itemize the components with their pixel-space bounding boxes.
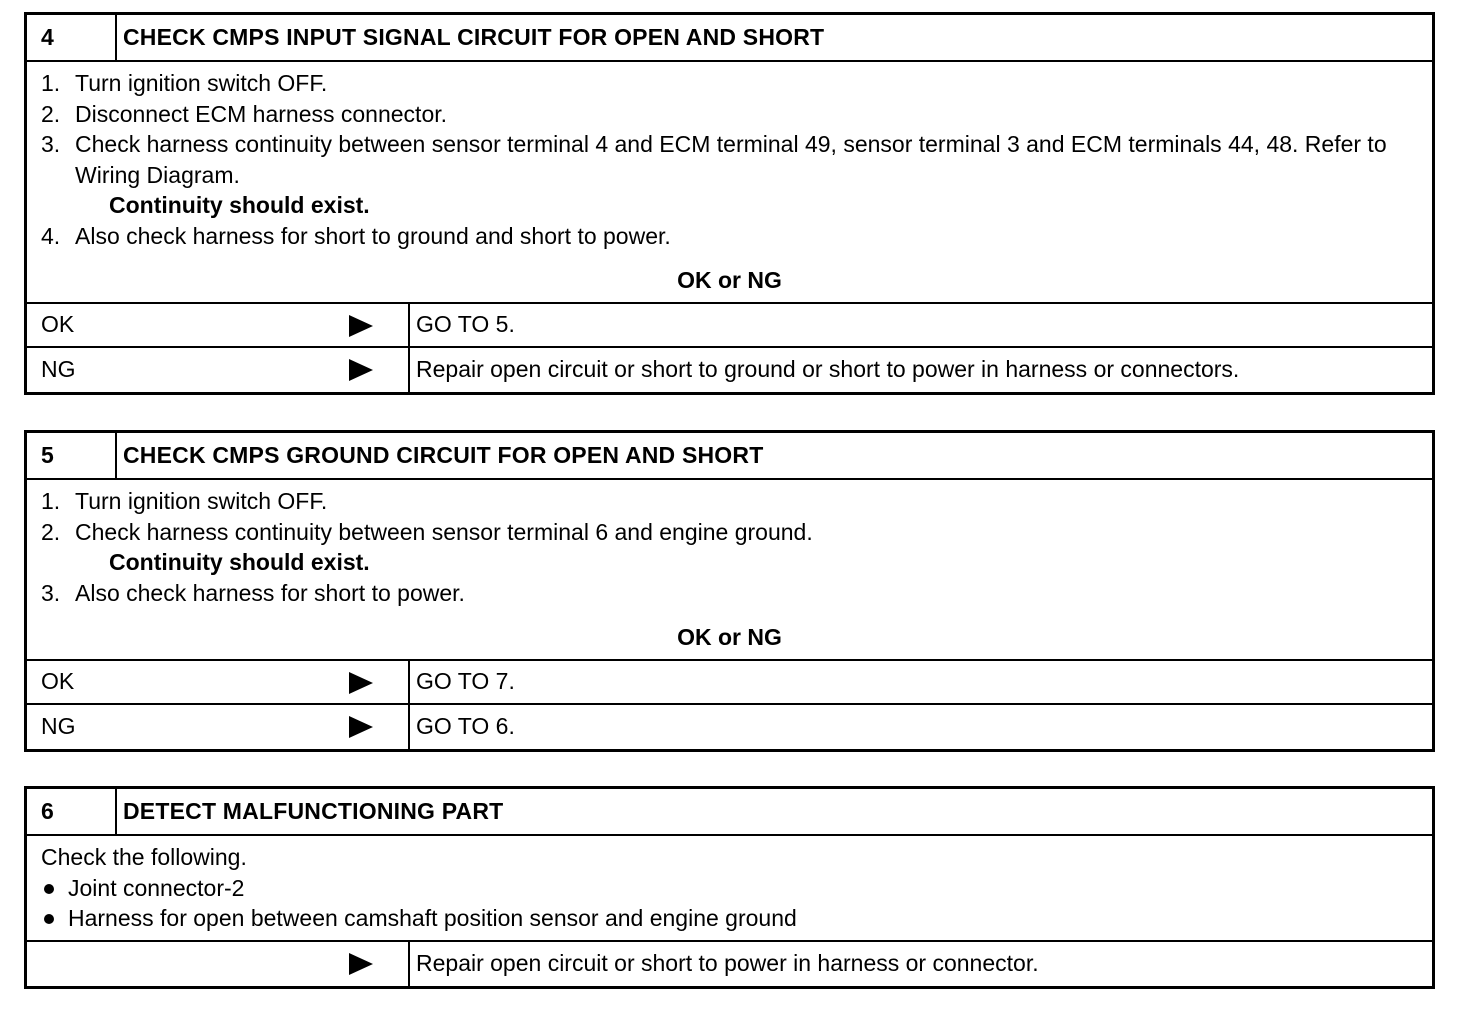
instruction-step — [41, 578, 1418, 609]
result-action: GO TO 7. — [416, 668, 515, 695]
instruction-step — [41, 517, 1418, 548]
result-label: OK — [41, 668, 75, 695]
step-text: Turn ignition switch OFF. — [75, 70, 328, 96]
step-title: CHECK CMPS GROUND CIRCUIT FOR OPEN AND SHORT — [123, 442, 764, 469]
step-block-5 — [24, 430, 1435, 752]
ok-or-ng-label: OK or NG — [677, 624, 782, 650]
step-index: 2. — [41, 518, 61, 545]
step-text: Disconnect ECM harness connector. — [75, 100, 448, 127]
list-item — [41, 903, 1418, 934]
result-row-ng — [27, 348, 1432, 392]
result-label: NG — [41, 356, 76, 383]
ok-or-ng-label: OK or NG — [677, 267, 782, 293]
step-text: Check harness continuity between sensor terminal 4 and ECM terminal 49, sensor terminal 3 and ECM terminals 44, 48. Refer to Wiring Diagram. — [75, 131, 1387, 188]
result-row — [27, 942, 1432, 986]
step-index: 2. — [41, 100, 61, 127]
step-block-4 — [24, 12, 1435, 395]
result-action: GO TO 5. — [416, 311, 515, 338]
bullet-icon — [41, 873, 68, 904]
instruction-step — [41, 129, 1418, 190]
right-arrow-icon — [349, 672, 373, 694]
result-label-cell — [27, 348, 410, 392]
result-label: NG — [41, 713, 76, 740]
instruction-step — [41, 99, 1418, 130]
result-row-ok — [27, 661, 1432, 705]
result-label-cell — [27, 304, 410, 346]
result-row-ok — [27, 304, 1432, 348]
step-text: Also check harness for short to ground and short to power. — [75, 222, 671, 249]
result-row-ng — [27, 705, 1432, 749]
block-body — [27, 480, 1432, 661]
step-index: 4. — [41, 222, 61, 249]
step-title: CHECK CMPS INPUT SIGNAL CIRCUIT FOR OPEN AND SHORT — [123, 24, 825, 51]
continuity-note: Continuity should exist. — [109, 192, 370, 218]
instruction-step — [41, 221, 1418, 252]
block-header — [27, 433, 1432, 480]
step-text: Check harness continuity between sensor terminal 6 and engine ground. — [75, 518, 813, 545]
result-label: OK — [41, 311, 75, 338]
step-text: Also check harness for short to power. — [75, 579, 465, 606]
result-action: Repair open circuit or short to power in harness or connector. — [416, 950, 1039, 977]
instruction-step — [41, 68, 1418, 99]
block-header — [27, 15, 1432, 62]
right-arrow-icon — [349, 359, 373, 381]
result-label-cell — [27, 942, 410, 986]
step-index: 3. — [41, 131, 61, 157]
step-block-6 — [24, 786, 1435, 989]
right-arrow-icon — [349, 953, 373, 975]
result-action: GO TO 6. — [416, 713, 515, 740]
step-index: 1. — [41, 70, 61, 96]
right-arrow-icon — [349, 716, 373, 738]
continuity-note: Continuity should exist. — [109, 549, 370, 575]
right-arrow-icon — [349, 315, 373, 337]
block-body — [27, 836, 1432, 942]
block-body — [27, 62, 1432, 304]
result-label-cell — [27, 661, 410, 703]
step-number: 5 — [27, 433, 117, 478]
step-index: 1. — [41, 488, 61, 514]
step-number: 6 — [27, 789, 117, 834]
bullet-text: Joint connector-2 — [68, 874, 245, 901]
step-index: 3. — [41, 579, 61, 606]
result-action: Repair open circuit or short to ground or short to power in harness or connectors. — [416, 356, 1240, 383]
instruction-step — [41, 486, 1418, 517]
block-header — [27, 789, 1432, 836]
check-intro: Check the following. — [41, 844, 247, 870]
step-text: Turn ignition switch OFF. — [75, 488, 328, 514]
bullet-icon — [41, 903, 68, 934]
step-number: 4 — [27, 15, 117, 60]
result-label-cell — [27, 705, 410, 749]
bullet-text: Harness for open between camshaft position sensor and engine ground — [68, 905, 797, 931]
step-title: DETECT MALFUNCTIONING PART — [123, 798, 504, 825]
list-item — [41, 873, 1418, 904]
